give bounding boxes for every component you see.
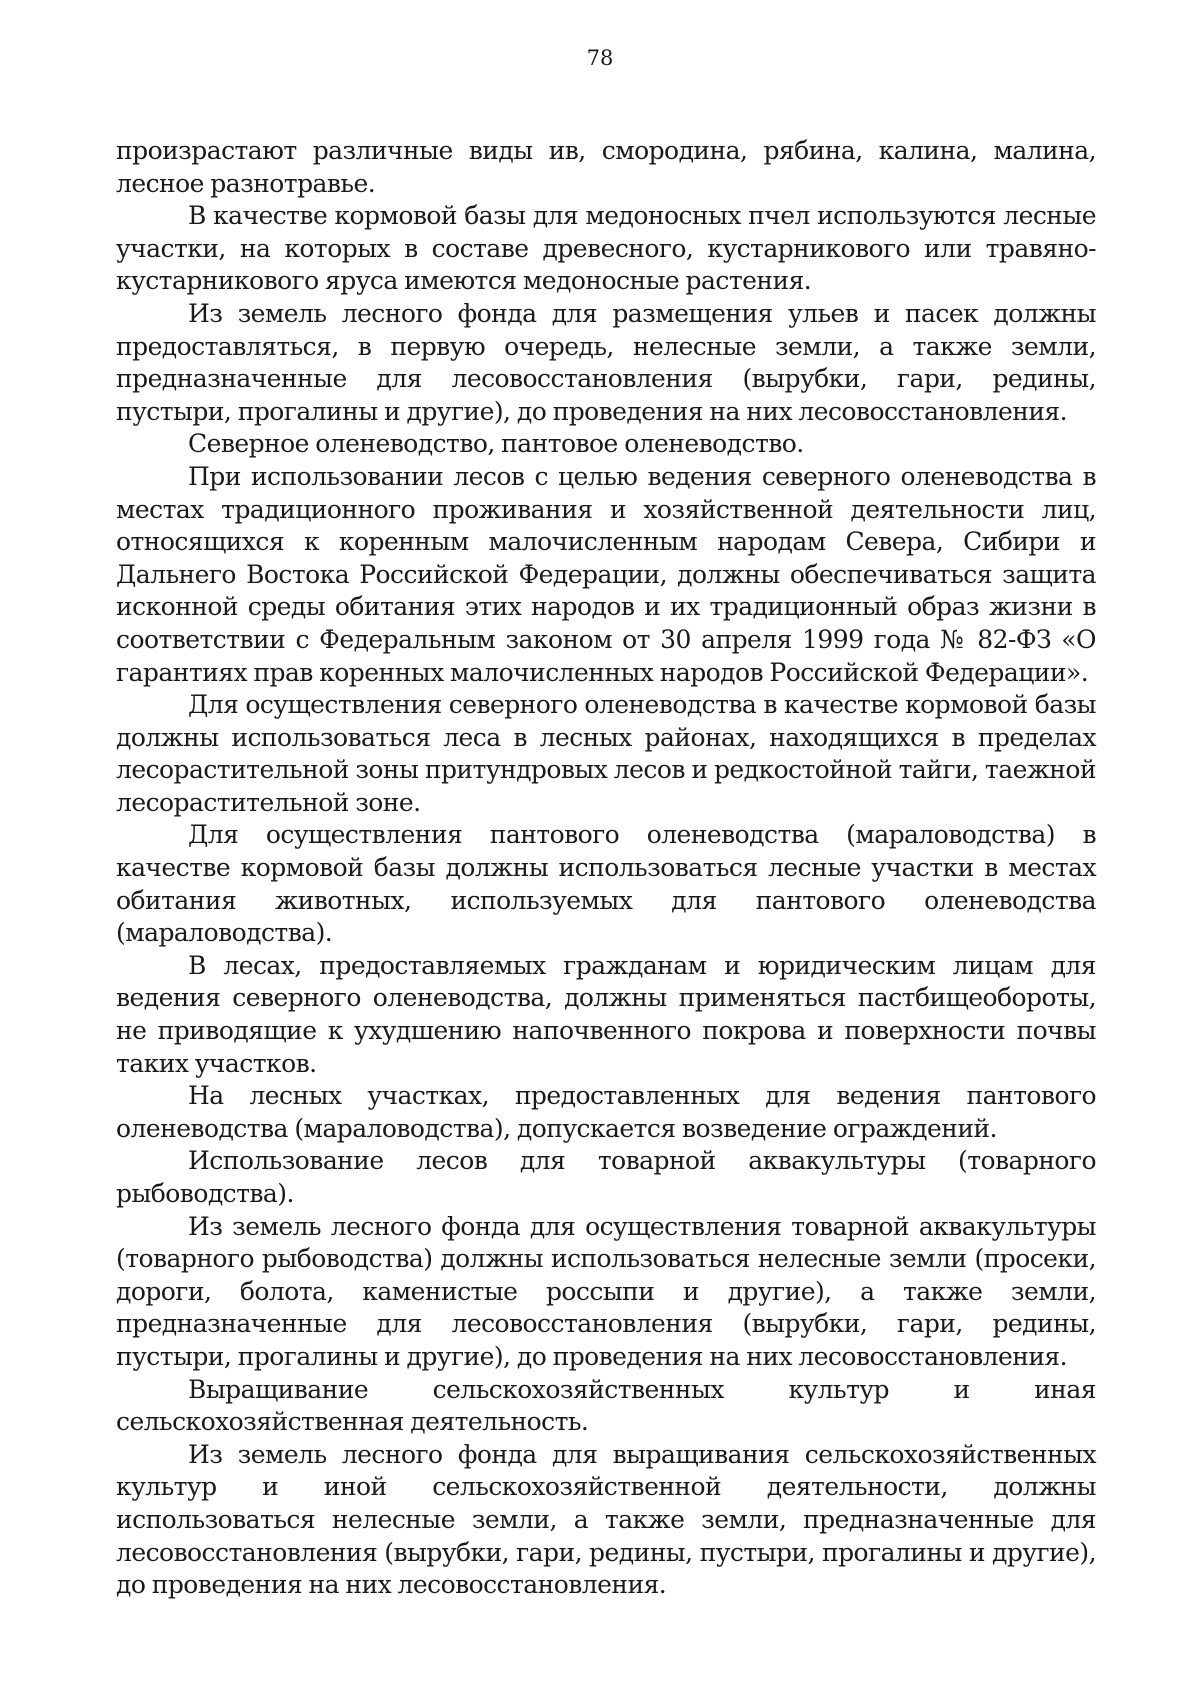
paragraph-aquaculture-lands: Из земель лесного фонда для осуществления товарной аквакультуры (товарного рыбоводства) должны использоваться нелесные земли (просеки, дороги, болота, каменистые россыпи и другие), а также земли, предназначенные для лесовосстановления (вырубки, гари, редины, пустыри, прогалины и другие), до проведения на них лесовосстановления. <box>116 1211 1096 1371</box>
paragraph-maral-forage: Для осуществления пантового оленеводства (мараловодства) в качестве кормовой базы должны использоваться лесные участки в местах обитания животных, используемых для пантового оленеводства (мараловодства). <box>116 820 1096 948</box>
heading-reindeer-herding: Северное оленеводство, пантовое оленеводство. <box>188 429 804 459</box>
paragraph-hive-placement: Из земель лесного фонда для размещения ульев и пасек должны предоставляться, в первую очередь, нелесные земли, а также земли, предназначенные для лесовосстановления (вырубки, гари, редины, пустыри, прогалины и другие), до проведения на них лесовосстановления. <box>116 298 1096 426</box>
paragraph-indigenous-peoples: При использовании лесов с целью ведения северного оленеводства в местах традиционного проживания и хозяйственной деятельности лиц, относящихся к коренным малочисленным народам Севера, Сибири и Дальнего Востока Российской Федерации, должны обеспечиваться защита исконной среды обитания этих народов и их традиционный образ жизни в соответствии с Федеральным законом от 30 апреля 1999 года № 82-ФЗ «О гарантиях прав коренных малочисленных народов Российской Федерации». <box>116 461 1096 687</box>
body-text <box>116 135 1096 1602</box>
paragraph-agriculture-lands: Из земель лесного фонда для выращивания сельскохозяйственных культур и иной сельскохозяйственной деятельности, должны использоваться нелесные земли, а также земли, предназначенные для лесовосстановления (вырубки, гари, редины, пустыри, прогалины и другие), до проведения на них лесовосстановления. <box>116 1439 1096 1600</box>
page-number: 78 <box>586 46 614 70</box>
heading-aquaculture: Использование лесов для товарной аквакультуры (товарного рыбоводства). <box>116 1146 1096 1208</box>
paragraph-bee-forage: В качестве кормовой базы для медоносных пчел используются лесные участки, на которых в составе древесного, кустарникового или травяно-кустарникового яруса имеются медоносные растения. <box>116 201 1096 296</box>
paragraph-pasture-rotation: В лесах, предоставляемых гражданам и юридическим лицам для ведения северного оленеводства, должны применяться пастбищеобороты, не приводящие к ухудшению напочвенного покрова и поверхности почвы таких участков. <box>116 950 1096 1078</box>
paragraph-continuation: произрастают различные виды ив, смородина, рябина, калина, малина, лесное разнотравье. <box>116 136 1096 198</box>
paragraph-northern-reindeer-forage: Для осуществления северного оленеводства в качестве кормовой базы должны использоваться леса в лесных районах, находящихся в пределах лесорастительной зоны притундровых лесов и редкостойной тайги, таежной лесорастительной зоне. <box>116 690 1096 817</box>
heading-agriculture: Выращивание сельскохозяйственных культур и иная сельскохозяйственная деятельность. <box>116 1374 1096 1437</box>
paragraph-fencing: На лесных участках, предоставленных для ведения пантового оленеводства (мараловодства), допускается возведение ограждений. <box>116 1081 1096 1143</box>
